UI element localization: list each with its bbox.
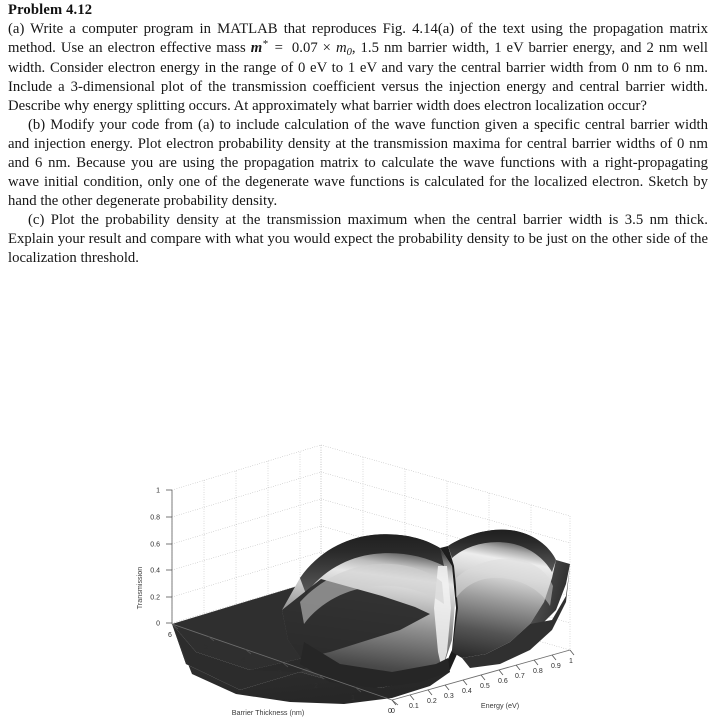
z-tick-label-0: 0 — [156, 620, 160, 628]
y-tick-label-0-1: 0.1 — [409, 703, 419, 710]
math-m0-subscript: 0 — [346, 47, 352, 58]
x-tick-label-1: 1 — [351, 695, 355, 702]
part-a-text-pre: (a) Write a computer program in MATLAB that reproduces Fig. 4.14(a) of the text using the propagation matrix method. Use an electron effective mass — [8, 21, 708, 56]
x-axis-title: Barrier Thickness (nm) — [231, 708, 305, 717]
paragraph-part-a — [8, 20, 708, 116]
z-tick-label-0-4: 0.4 — [150, 567, 160, 575]
paragraph-part-c: (c) Plot the probability density at the transmission maximum when the central barrier width is 3.5 nm thick. Explain your result and compare with what you would expect the probability density to be just on the other side of the localization threshold. — [8, 212, 708, 266]
y-tick-label-0-9: 0.9 — [551, 663, 561, 670]
z-tick-label-0-6: 0.6 — [150, 541, 160, 549]
y-tick-label-0-3: 0.3 — [444, 693, 454, 700]
transmission-surface-figure — [0, 352, 715, 722]
x-tick-label-4: 4 — [241, 657, 245, 664]
math-value: 0.07 × — [291, 40, 336, 56]
x-tick-label-3: 3 — [278, 670, 282, 677]
y-tick-label-0-8: 0.8 — [533, 668, 543, 675]
y-tick-label-0-7: 0.7 — [515, 673, 525, 680]
y-tick-label-0-6: 0.6 — [498, 678, 508, 685]
y-tick-label-0-4: 0.4 — [462, 688, 472, 695]
math-m-star — [251, 40, 268, 56]
math-m0: m — [335, 40, 347, 56]
paragraph-part-b: (b) Modify your code from (a) to include calculation of the wave function given a specific central barrier width and injection energy. Plot electron probability density at the transmission maxima for central barrier widths of 0 nm and 6 nm. Because you are using the propagation matrix to calculate the wave functions with a right-propagating wave initial condition, only one of the degenerate wave functions is calculated for the localized electron. Sketch by hand the other degenerate probability density. — [8, 117, 708, 209]
y-axis-title: Energy (eV) — [480, 701, 520, 710]
z-tick-label-0-2: 0.2 — [150, 594, 160, 602]
math-equals: = — [267, 40, 292, 56]
y-tick-label-0-5: 0.5 — [480, 683, 490, 690]
math-m: m — [250, 40, 263, 56]
problem-title: Problem 4.12 — [8, 2, 93, 18]
x-tick-label-5: 5 — [204, 644, 208, 651]
y-tick-label-0-2: 0.2 — [427, 698, 437, 705]
y-tick-label-1: 1 — [569, 658, 573, 665]
z-tick-label-0-8: 0.8 — [150, 514, 160, 522]
transmission-surface — [172, 530, 570, 704]
math-superscript-star: * — [262, 38, 269, 50]
x-tick-label-0: 0 — [388, 708, 392, 715]
y-tick-label-0: 0 — [391, 708, 395, 715]
part-a-text-post: , 1.5 nm barrier width, 1 eV barrier energy, and 2 nm well width. Consider electron energy in the range of 0 eV to 1 eV and vary the central barrier width from 0 nm to 6 nm. Include a 3-dimensional plot of the transmission coefficient versus the injection energy and central barrier width. Describe why energy splitting occurs. At approximately what barrier width does electron localization occur? — [8, 40, 708, 114]
z-axis-ticks — [150, 488, 172, 628]
problem-text-block — [8, 2, 708, 268]
z-tick-label-1: 1 — [156, 487, 160, 495]
x-tick-label-2: 2 — [314, 683, 318, 690]
z-axis-title: Transmission — [135, 566, 144, 610]
x-tick-label-6: 6 — [168, 632, 172, 639]
matlab-3d-surface-plot — [0, 352, 715, 722]
